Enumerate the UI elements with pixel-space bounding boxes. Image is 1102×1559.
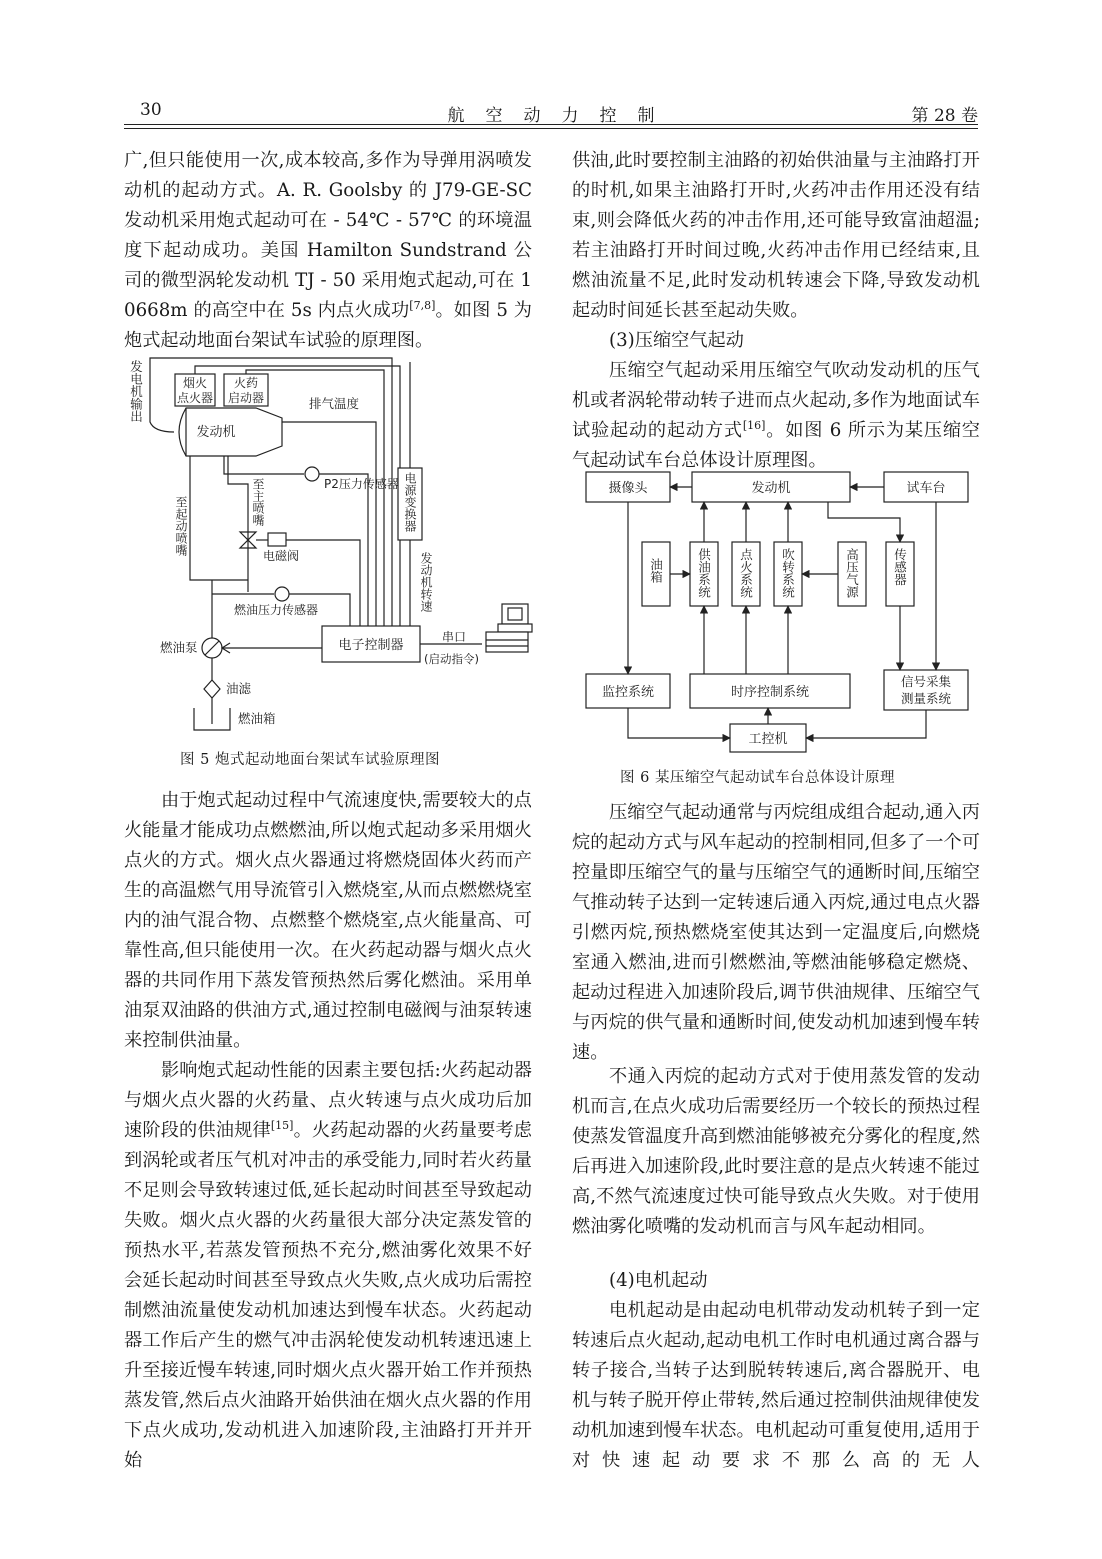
fig5-p2-sensor-label: P2压力传感器 [324, 477, 399, 491]
fig6-signal-acq-label-2: 测量系统 [900, 691, 952, 706]
fig5-oil-filter-icon [204, 680, 220, 698]
journal-title: 航空动力控制 [447, 106, 676, 126]
fig5-fuel-pressure-sensor-label: 燃油压力传感器 [234, 603, 319, 617]
fig5-serial-port-label: 串口 [442, 630, 467, 644]
header-rule-thick [124, 124, 978, 125]
citation: [15] [270, 1119, 294, 1132]
fig6-oil-tank-label: 油箱 [648, 558, 664, 583]
fig5-fuel-tank-label: 燃油箱 [238, 711, 276, 726]
fig5-p2-wire [319, 474, 368, 626]
citation: [7,8] [409, 299, 436, 312]
fig5-powder-starter-label-1: 火药 [233, 376, 259, 390]
fig5-power-converter-label: 电源变换器 [403, 472, 417, 532]
fig5-engine-label: 发动机 [196, 425, 236, 440]
figure-5-diagram [124, 352, 544, 736]
left-paragraph-1-tail: 。如图 5 为炮式起动地面台架试车试验的原理图。 [124, 300, 532, 351]
fig6-engine-label: 发动机 [751, 481, 791, 496]
fig6-blow-system-label: 吹转系统 [780, 548, 796, 598]
fig5-start-command-label: (启动指令) [424, 652, 479, 666]
fig6-fuel-system-label: 供油系统 [696, 548, 712, 598]
fig5-engine-speed-label: 发动机转速 [419, 552, 433, 612]
fig5-powder-starter-label-2: 启动器 [227, 391, 265, 405]
right-paragraph-2-text: 压缩空气起动采用压缩空气吹动发动机的压气机或者涡轮带动转子进而点火起动,多作为地面试车试验起动的起动方式 [572, 360, 980, 441]
fig5-exhaust-temp-wire [282, 422, 376, 626]
header-rule-thin [124, 128, 978, 129]
fig5-ecu-label: 电子控制器 [338, 638, 404, 653]
fig6-timing-label: 时序控制系统 [730, 685, 810, 700]
right-paragraph-5: 电机起动是由起动电机带动发动机转子到一定转速后点火起动,起动电机工作时电机通过离合器与转子接合,当转子达到脱转转速后,离合器脱开、电机与转子脱开停止带转,然后通过控制供油规律使发动机加速到慢车状态。电机起动可重复使用,适用于对快速起动要求不那么高的无人 [572, 1300, 980, 1471]
fig5-fuel-pressure-sensor-icon [275, 587, 289, 601]
fig6-test-bench-label: 试车台 [906, 481, 946, 496]
fig5-solenoid-label: 电磁阀 [263, 549, 300, 563]
fig6-ipc-label: 工控机 [748, 732, 788, 747]
page-number: 30 [140, 100, 162, 120]
fig5-p2-sensor-icon [305, 467, 319, 481]
fig5-pyro-igniter-label-2: 点火器 [176, 391, 214, 405]
left-paragraph-1-text: 广,但只能使用一次,成本较高,多作为导弹用涡喷发动机的起动方式。A. R. Goolsby 的 J79-GE-SC 发动机采用炮式起动可在 - 54℃ - 57℃ 的环境温度下起动成功。美国 Hamilton Sundstrand 公司的微型涡轮发动机 TJ - 50 采用炮式起动,可在 10668m 的高空中在 5s 内点火成功 [124, 150, 532, 321]
fig6-sensor-label: 传感器 [892, 548, 908, 586]
fig5-start-nozzle-line [190, 456, 248, 580]
fig5-fuel-pump-label: 燃油泵 [160, 640, 198, 655]
left-paragraph-3-tail: 。火药起动器的火药量要考虑到涡轮或者压气机对冲击的承受能力,同时若火药量不足则会导致转速过低,延长起动时间甚至导致起动失败。烟火点火器的火药量很大部分决定蒸发管的预热水平,若蒸发管预热不充分,燃油雾化效果不好会延长起动时间甚至导致点火失败,点火成功后需控制燃油流量使发动机加速达到慢车状态。火药起动器工作后产生的燃气冲击涡轮使发动机转速迅速上升至接近慢车转速,同时烟火点火器开始工作并预热蒸发管,然后点火油路开始供油在烟火点火器的作用下点火成功,发动机进入加速阶段,主油路打开并开始 [124, 1120, 532, 1471]
figure-5-caption: 图 5 炮式起动地面台架试车试验原理图 [180, 752, 440, 768]
fig5-p2-line [224, 456, 304, 474]
left-paragraph-3 [124, 1056, 532, 1476]
fig6-monitor-to-ipc [628, 708, 730, 738]
fig6-signal-acq-label-1: 信号采集 [900, 674, 952, 689]
fig6-hp-gas-label: 高压气源 [844, 548, 860, 598]
fig5-oil-filter-label: 油滤 [226, 681, 252, 696]
left-paragraph-3-text: 影响炮式起动性能的因素主要包括:火药起动器与烟火点火器的火药量、点火转速与点火成功后加速阶段的供油规律 [124, 1060, 532, 1141]
right-paragraph-2 [572, 356, 980, 476]
right-paragraph-3: 压缩空气起动通常与丙烷组成组合起动,通入丙烷的起动方式与风车起动的控制相同,但多了一个可控量即压缩空气的量与压缩空气的通断时间,压缩空气推动转子达到一定转速后通入丙烷,通过电点火器引燃丙烷,预热燃烧室使其达到一定温度后,向燃烧室通入燃油,进而引燃燃油,等燃油能够稳定燃烧、起动过程进入加速阶段后,调节供油规律、压缩空气与丙烷的供气量和通断时间,使发动机加速到慢车转速。 [572, 802, 980, 1063]
figure-6-diagram [580, 466, 980, 758]
fig5-to-main-nozzle-label: 至主喷嘴 [251, 478, 265, 526]
fig6-acq-to-ipc [806, 710, 926, 738]
fig6-monitor-label: 监控系统 [601, 685, 655, 700]
right-paragraph-1: 供油,此时要控制主油路的初始供油量与主油路打开的时机,如果主油路打开时,火药冲击作用还没有结束,则会降低火药的冲击作用,还可能导致富油超温;若主油路打开时间过晚,火药冲击作用已经结束,且燃油流量不足,此时发动机转速会下降,导致发动机起动时间延长甚至起动失败。 [572, 150, 980, 321]
figure-6-caption: 图 6 某压缩空气起动试车台总体设计原理 [620, 770, 895, 786]
fig5-main-nozzle-line [228, 456, 248, 592]
right-paragraph-2-tail: 。如图 6 所示为某压缩空气起动试车台总体设计原理图。 [572, 420, 980, 471]
fig6-ignition-system-label: 点火系统 [738, 548, 754, 598]
fig5-to-start-nozzle-label: 至起动喷嘴 [174, 496, 188, 556]
citation: [16] [742, 419, 766, 432]
left-paragraph-2: 由于炮式起动过程中气流速度快,需要较大的点火能量才能成功点燃燃油,所以炮式起动多采用烟火点火的方式。烟火点火器通过将燃烧固体火药而产生的高温燃气用导流管引入燃烧室,从而点燃燃烧室内的油气混合物、点燃整个燃烧室,点火能量高、可靠性高,但只能使用一次。在火药起动器与烟火点火器的共同作用下蒸发管预热然后雾化燃油。采用单油泵双油路的供油方式,通过控制电磁阀与油泵转速来控制供油量。 [124, 790, 532, 1051]
fig5-computer-icon [486, 604, 532, 652]
section-heading-3: (3)压缩空气起动 [609, 330, 744, 351]
right-paragraph-4: 不通入丙烷的起动方式对于使用蒸发管的发动机而言,在点火成功后需要经历一个较长的预热过程使蒸发管温度升高到燃油能够被充分雾化的程度,然后再进入加速阶段,此时要注意的是点火转速不能过高,不然气流速度过快可能导致点火失败。对于使用燃油雾化喷嘴的发动机而言与风车起动相同。 [572, 1066, 980, 1237]
volume-label: 第 28 卷 [911, 106, 978, 126]
fig5-exhaust-temp-label: 排气温度 [309, 396, 360, 411]
section-heading-4: (4)电机起动 [609, 1270, 708, 1291]
fig5-solenoid-actuator [268, 533, 286, 546]
fig5-generator-output-label: 发电机输出 [128, 360, 144, 423]
fig5-pyro-igniter-label-1: 烟火 [182, 376, 208, 390]
fig6-engine-to-sensor [828, 502, 900, 542]
left-paragraph-1 [124, 146, 532, 356]
fig6-camera-label: 摄像头 [608, 481, 648, 496]
